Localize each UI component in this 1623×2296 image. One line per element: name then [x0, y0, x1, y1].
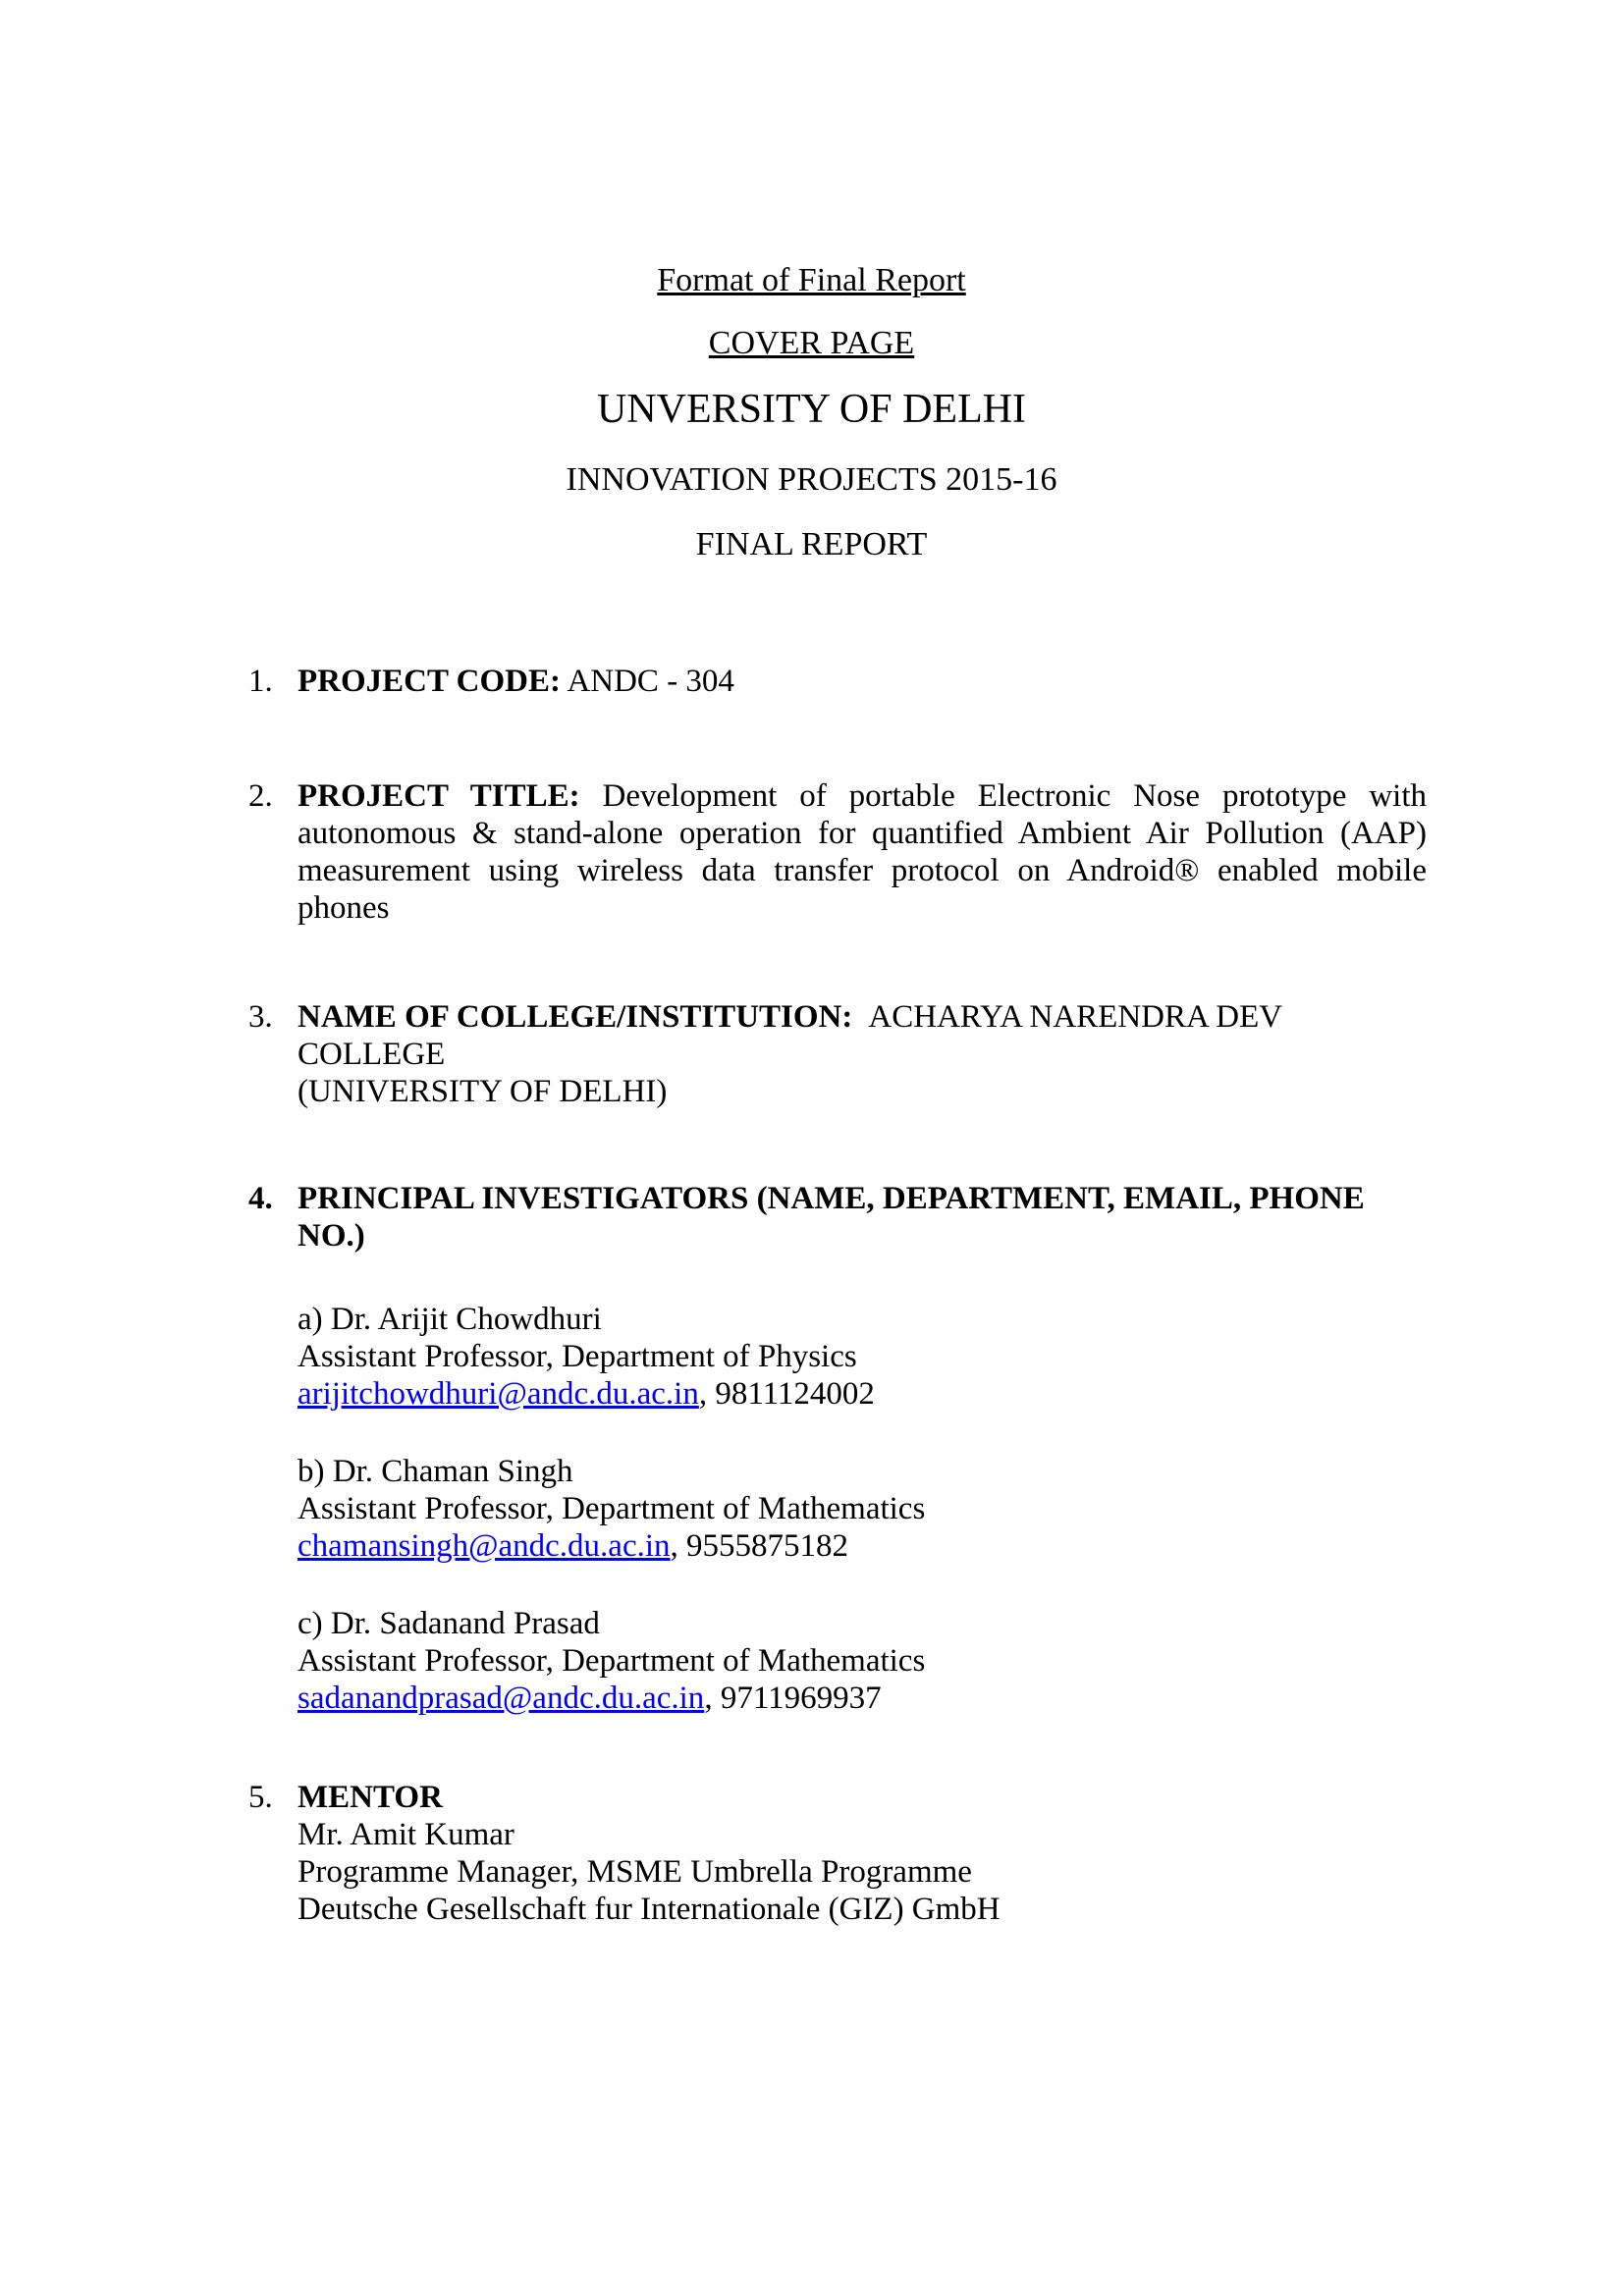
- project-title-item: [196, 777, 1427, 927]
- contact-separator: ,: [698, 1376, 716, 1412]
- project-title-label: PROJECT TITLE:: [298, 778, 580, 814]
- report-fields-list: [196, 663, 1427, 1928]
- item-number: 3.: [248, 999, 273, 1035]
- project-code-item: [196, 663, 1427, 700]
- format-title: Format of Final Report: [657, 262, 966, 298]
- email-link[interactable]: arijitchowdhuri@andc.du.ac.in: [298, 1376, 699, 1412]
- investigator-name: b) Dr. Chaman Singh: [298, 1454, 573, 1489]
- programme-title: INNOVATION PROJECTS 2015-16: [566, 461, 1057, 498]
- university-title: UNVERSITY OF DELHI: [596, 387, 1027, 432]
- investigators-label: PRINCIPAL INVESTIGATORS (NAME, DEPARTMENT, EMAIL, PHONE NO.): [298, 1181, 1365, 1254]
- investigator-a: [298, 1301, 1427, 1413]
- college-content: [298, 998, 1427, 1110]
- mentor-name: Mr. Amit Kumar: [298, 1817, 514, 1852]
- investigator-name: c) Dr. Sadanand Prasad: [298, 1606, 600, 1641]
- phone-number: 9555875182: [686, 1528, 849, 1564]
- investigator-contact: [298, 1680, 1427, 1717]
- investigator-contact: [298, 1527, 1427, 1565]
- investigator-role: Assistant Professor, Department of Physics: [298, 1339, 857, 1374]
- project-code-label: PROJECT CODE:: [298, 664, 561, 699]
- email-link[interactable]: chamansingh@andc.du.ac.in: [298, 1528, 671, 1564]
- college-name: ACHARYA NARENDRA DEV COLLEGE: [298, 999, 1282, 1072]
- project-code-value: ANDC - 304: [567, 664, 734, 699]
- mentor-content: [298, 1779, 1427, 1928]
- phone-number: 9711969937: [720, 1681, 882, 1716]
- investigator-role: Assistant Professor, Department of Mathematics: [298, 1491, 926, 1526]
- phone-number: 9811124002: [715, 1376, 875, 1412]
- mentor-organization: Deutsche Gesellschaft fur Internationale (GIZ) GmbH: [298, 1892, 1001, 1927]
- item-number: 5.: [248, 1780, 273, 1815]
- investigator-c: [298, 1605, 1427, 1717]
- college-item: [196, 998, 1427, 1110]
- mentor-item: [196, 1779, 1427, 1928]
- investigators-item: [196, 1180, 1427, 1717]
- contact-separator: ,: [670, 1528, 687, 1564]
- project-title-content: [298, 777, 1427, 927]
- mentor-role: Programme Manager, MSME Umbrella Programme: [298, 1854, 972, 1890]
- cover-page-title: COVER PAGE: [708, 325, 915, 361]
- college-university: (UNIVERSITY OF DELHI): [298, 1074, 668, 1109]
- item-number: 1.: [248, 664, 273, 699]
- item-number: 4.: [248, 1181, 273, 1216]
- investigator-name: a) Dr. Arijit Chowdhuri: [298, 1302, 602, 1337]
- investigators-content: [298, 1180, 1427, 1717]
- report-type-title: FINAL REPORT: [695, 526, 928, 562]
- project-code-content: [298, 663, 1427, 700]
- investigator-b: [298, 1453, 1427, 1565]
- college-label: NAME OF COLLEGE/INSTITUTION:: [298, 999, 853, 1035]
- item-number: 2.: [248, 778, 273, 814]
- contact-separator: ,: [704, 1681, 721, 1716]
- investigator-contact: [298, 1375, 1427, 1413]
- mentor-label: MENTOR: [298, 1780, 443, 1815]
- email-link[interactable]: sadanandprasad@andc.du.ac.in: [298, 1681, 705, 1716]
- investigator-role: Assistant Professor, Department of Mathematics: [298, 1643, 926, 1679]
- project-title-value: Development of portable Electronic Nose prototype with autonomous & stand-alone operation for quantified Ambient Air Pollution (AAP) measurement using wireless data transfer protocol on Android® enabled mobile phones: [298, 778, 1427, 926]
